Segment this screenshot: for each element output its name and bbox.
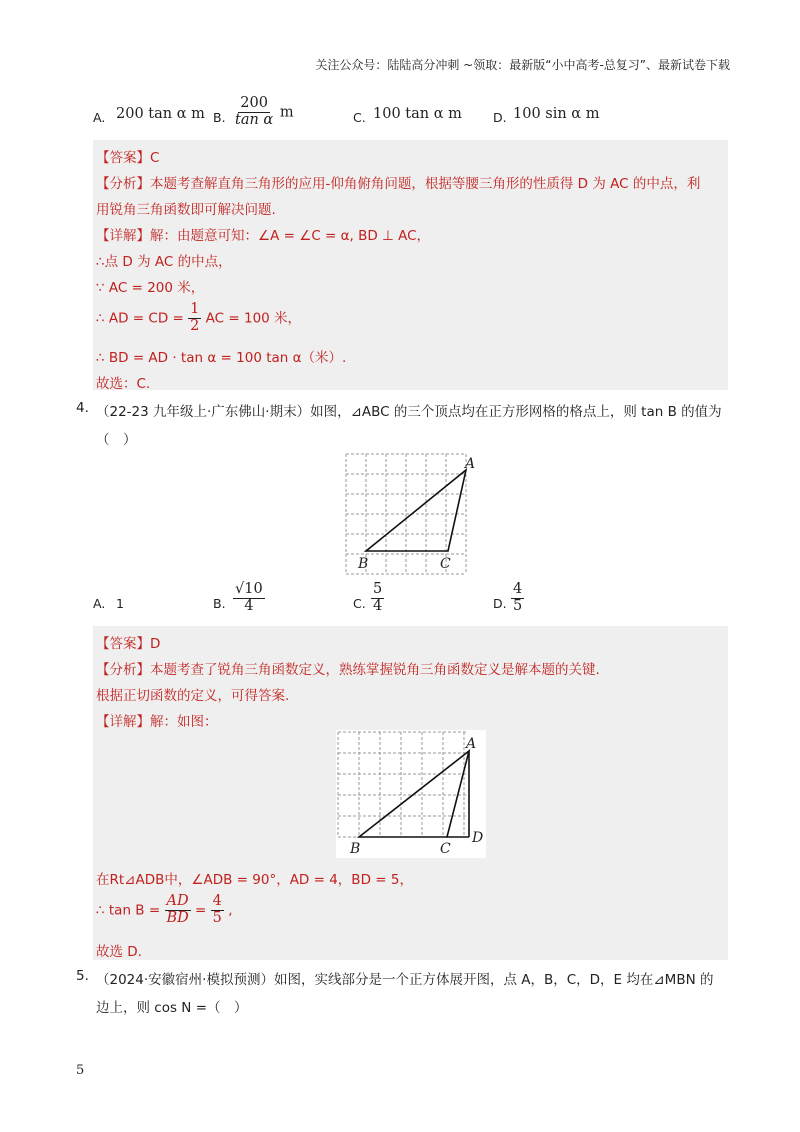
q4-option-b [233, 582, 265, 615]
q3-analysis-line1: 【分析】本题考查解直角三角形的应用-仰角俯角问题，根据等腰三角形的性质得 D 为 AC 的中点，利 [96, 176, 701, 192]
q4-label-c: C [440, 556, 451, 572]
q4-option-c-label: C. [353, 596, 366, 611]
q3-option-c-label: C. [353, 110, 366, 125]
q4-step2-frac2-den: 5 [212, 909, 222, 926]
q4-analysis-line2: 根据正切函数的定义，可得答案. [96, 688, 290, 704]
q4-option-d [511, 582, 524, 615]
q4-label-b: B [358, 556, 369, 572]
q3-step3-post: AC = 100 米， [205, 310, 302, 327]
q4-option-c-num: 5 [373, 581, 383, 597]
q4-conclusion: 故选 D. [96, 944, 142, 960]
q3-step2: ∵ AC = 200 米， [96, 280, 205, 296]
q4-stem-line2: （ ） [96, 432, 137, 448]
q3-analysis-line2: 用锐角三角函数即可解决问题. [96, 202, 276, 218]
q4-stem-line1: （22-23 九年级上·广东佛山·期末）如图，⊿ABC 的三个顶点均在正方形网格的格点上，则 tan B 的值为 [96, 404, 722, 420]
page-header: 关注公众号：陆陆高分冲刺 ~领取：最新版“小中高考-总复习”、最新试卷下载 [315, 58, 730, 72]
page-number: 5 [76, 1063, 85, 1078]
q3-option-b-num: 200 [240, 95, 268, 111]
q4-option-a-label: A. [93, 596, 106, 611]
q4-answer-label-b: B [350, 841, 361, 857]
q4-answer-figure [336, 730, 486, 858]
q3-option-d: 100 sin α m [513, 106, 600, 122]
q4-detail: 【详解】解：如图： [96, 714, 218, 730]
q3-step3 [96, 302, 301, 335]
q3-option-a-label: A. [93, 110, 106, 125]
q4-option-d-num: 4 [513, 581, 523, 597]
q3-option-b-den: tan α [235, 111, 274, 128]
q4-option-c-den: 4 [373, 597, 383, 614]
q4-option-b-num: √10 [235, 581, 263, 597]
q4-triangle-abc [366, 470, 466, 551]
q4-step2-frac2-num: 4 [212, 893, 222, 909]
q5-number: 5. [76, 968, 89, 984]
q3-detail: 【详解】解：由题意可知：∠A = ∠C = α, BD ⊥ AC， [96, 228, 431, 244]
q3-step3-num: 1 [190, 301, 200, 317]
q4-step1: 在Rt⊿ADB中，∠ADB = 90°，AD = 4，BD = 5， [96, 872, 413, 888]
q4-step2-frac1-num: AD [166, 893, 189, 909]
q4-option-c [371, 582, 384, 615]
q3-option-b-label: B. [213, 110, 226, 125]
q3-answer: 【答案】C [96, 150, 160, 166]
q4-analysis-line1: 【分析】本题考查了锐角三角函数定义，熟练掌握锐角三角函数定义是解本题的关键. [96, 662, 600, 678]
q5-stem-line2: 边上，则 cos N =（ ） [96, 1000, 248, 1016]
q5-stem-line1: （2024·安徽宿州·模拟预测）如图，实线部分是一个正方体展开图，点 A，B，C，D，E 均在⊿MBN 的 [96, 972, 714, 988]
q4-answer-label-d: D [472, 830, 484, 846]
q4-option-b-den: 4 [244, 597, 254, 614]
q4-step2: ∴ tan B = $\frac{AD}{BD}$ = $\frac{4}{5}$ , [96, 893, 233, 926]
q4-option-d-label: D. [493, 596, 507, 611]
q3-step1: ∴点 D 为 AC 的中点， [96, 254, 232, 270]
q3-option-c: 100 tan α m [373, 106, 462, 122]
q3-conclusion: 故选：C. [96, 376, 151, 392]
q3-option-d-label: D. [493, 110, 507, 125]
q4-option-a: 1 [116, 596, 124, 611]
q4-step2-pre: ∴ tan B = [96, 902, 161, 919]
q3-step3-pre: ∴ AD = CD = [96, 310, 184, 327]
q3-option-a: 200 tan α m [116, 106, 205, 122]
q3-option-b-unit: m [279, 104, 294, 121]
q4-number: 4. [76, 400, 89, 416]
q4-option-d-den: 5 [513, 597, 523, 614]
q4-label-a: A [465, 456, 476, 472]
q4-step2-frac1-den: BD [166, 909, 189, 926]
q3-option-b [233, 96, 294, 129]
q4-grid-figure [344, 452, 478, 578]
q4-answer-label-a: A [466, 736, 477, 752]
q3-step3-den: 2 [190, 317, 200, 334]
q3-step4: ∴ BD = AD · tan α = 100 tan α（米）. [96, 350, 347, 366]
q4-answer: 【答案】D [96, 636, 161, 652]
q4-option-b-label: B. [213, 596, 226, 611]
q4-answer-label-c: C [440, 841, 451, 857]
